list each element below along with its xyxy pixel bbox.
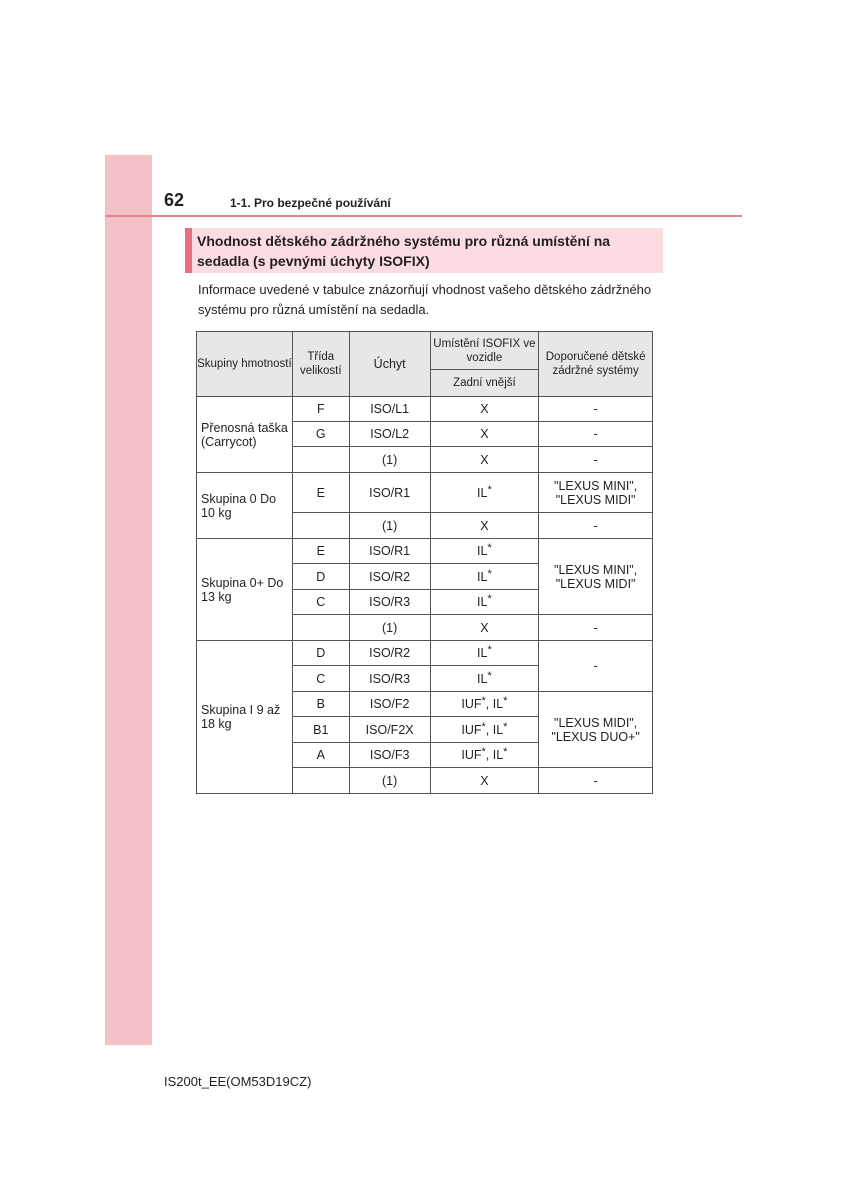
fixture-cell: ISO/L2 — [349, 422, 430, 447]
group-label: Skupina 0 Do 10 kg — [197, 473, 293, 539]
asterisk-mark: * — [503, 695, 508, 707]
size-cell: G — [292, 422, 349, 447]
subsection-heading — [185, 228, 663, 273]
header-rule — [105, 215, 742, 217]
recommended-cell: "LEXUS MIDI", "LEXUS DUO+" — [539, 692, 653, 768]
size-cell — [292, 513, 349, 539]
asterisk-mark: * — [481, 695, 486, 707]
asterisk-mark: * — [503, 746, 508, 758]
recommended-cell: - — [539, 397, 653, 422]
size-cell — [292, 615, 349, 641]
asterisk-mark: * — [487, 593, 492, 605]
section-title: 1-1. Pro bezpečné používání — [230, 196, 391, 210]
size-cell: F — [292, 397, 349, 422]
isofix-suitability-table — [196, 331, 653, 794]
size-cell: E — [292, 473, 349, 513]
rear-cell: X — [430, 422, 539, 447]
recommended-cell: "LEXUS MINI", "LEXUS MIDI" — [539, 473, 653, 513]
asterisk-mark: * — [487, 542, 492, 554]
asterisk-mark: * — [487, 483, 492, 496]
size-cell: C — [292, 666, 349, 692]
asterisk-mark: * — [481, 720, 486, 733]
group-label: Přenosná taška (Carrycot) — [197, 397, 293, 473]
rear-cell: IL* — [430, 666, 539, 692]
group-label: Skupina I 9 až 18 kg — [197, 641, 293, 794]
rear-cell: IL* — [430, 564, 539, 590]
size-cell — [292, 447, 349, 473]
page-number: 62 — [164, 190, 185, 210]
table-row — [197, 539, 653, 564]
fixture-cell: (1) — [349, 513, 430, 539]
fixture-cell: ISO/R3 — [349, 590, 430, 615]
fixture-cell: ISO/F3 — [349, 743, 430, 768]
recommended-cell: "LEXUS MINI", "LEXUS MIDI" — [539, 539, 653, 615]
asterisk-mark: * — [487, 669, 492, 682]
fixture-cell: ISO/R2 — [349, 564, 430, 590]
col-subheader-rear: Zadní vnější — [430, 370, 539, 397]
rear-cell: X — [430, 615, 539, 641]
asterisk-mark: * — [481, 746, 486, 758]
size-cell: D — [292, 564, 349, 590]
size-cell: B — [292, 692, 349, 717]
fixture-cell: ISO/R1 — [349, 539, 430, 564]
col-header-recommended: Doporučené dětské zádržné systémy — [539, 332, 653, 397]
rear-cell: IL* — [430, 590, 539, 615]
rear-cell: IL* — [430, 473, 539, 513]
size-cell — [292, 768, 349, 794]
rear-cell: IUF*, IL* — [430, 717, 539, 743]
recommended-cell: - — [539, 447, 653, 473]
recommended-cell: - — [539, 641, 653, 692]
fixture-cell: ISO/R1 — [349, 473, 430, 513]
col-header-size: Třída velikostí — [292, 332, 349, 397]
rear-cell: X — [430, 397, 539, 422]
size-cell: C — [292, 590, 349, 615]
asterisk-mark: * — [503, 720, 508, 733]
fixture-cell: ISO/F2X — [349, 717, 430, 743]
table-row — [197, 473, 653, 513]
col-header-position: Umístění ISOFIX ve vozidle — [430, 332, 539, 370]
side-color-band — [105, 155, 152, 1045]
recommended-cell: - — [539, 422, 653, 447]
intro-paragraph: Informace uvedené v tabulce znázorňují vhodnost vašeho dětského zádržného systému pro různá umístění na sedadla. — [198, 282, 652, 317]
rear-cell: X — [430, 768, 539, 794]
rear-cell: IUF*, IL* — [430, 692, 539, 717]
recommended-cell: - — [539, 615, 653, 641]
asterisk-mark: * — [487, 644, 492, 656]
footer-model-code: IS200t_EE(OM53D19CZ) — [164, 1074, 312, 1089]
fixture-cell: ISO/L1 — [349, 397, 430, 422]
fixture-cell: ISO/R2 — [349, 641, 430, 666]
recommended-cell: - — [539, 513, 653, 539]
fixture-cell: (1) — [349, 615, 430, 641]
recommended-cell: - — [539, 768, 653, 794]
fixture-cell: ISO/R3 — [349, 666, 430, 692]
rear-cell: IUF*, IL* — [430, 743, 539, 768]
group-label: Skupina 0+ Do 13 kg — [197, 539, 293, 641]
size-cell: B1 — [292, 717, 349, 743]
fixture-cell: (1) — [349, 447, 430, 473]
rear-cell: IL* — [430, 539, 539, 564]
col-header-weight: Skupiny hmotností — [197, 332, 293, 397]
size-cell: A — [292, 743, 349, 768]
fixture-cell: (1) — [349, 768, 430, 794]
size-cell: E — [292, 539, 349, 564]
table-row — [197, 641, 653, 666]
size-cell: D — [292, 641, 349, 666]
fixture-cell: ISO/F2 — [349, 692, 430, 717]
subsection-title: Vhodnost dětského zádržného systému pro různá umístění na sedadla (s pevnými úchyty ISOFIX) — [197, 233, 611, 269]
rear-cell: X — [430, 513, 539, 539]
col-header-fixture: Úchyt — [349, 332, 430, 397]
subsection-accent-bar — [185, 228, 192, 273]
asterisk-mark: * — [487, 567, 492, 580]
table-row — [197, 397, 653, 422]
rear-cell: X — [430, 447, 539, 473]
rear-cell: IL* — [430, 641, 539, 666]
